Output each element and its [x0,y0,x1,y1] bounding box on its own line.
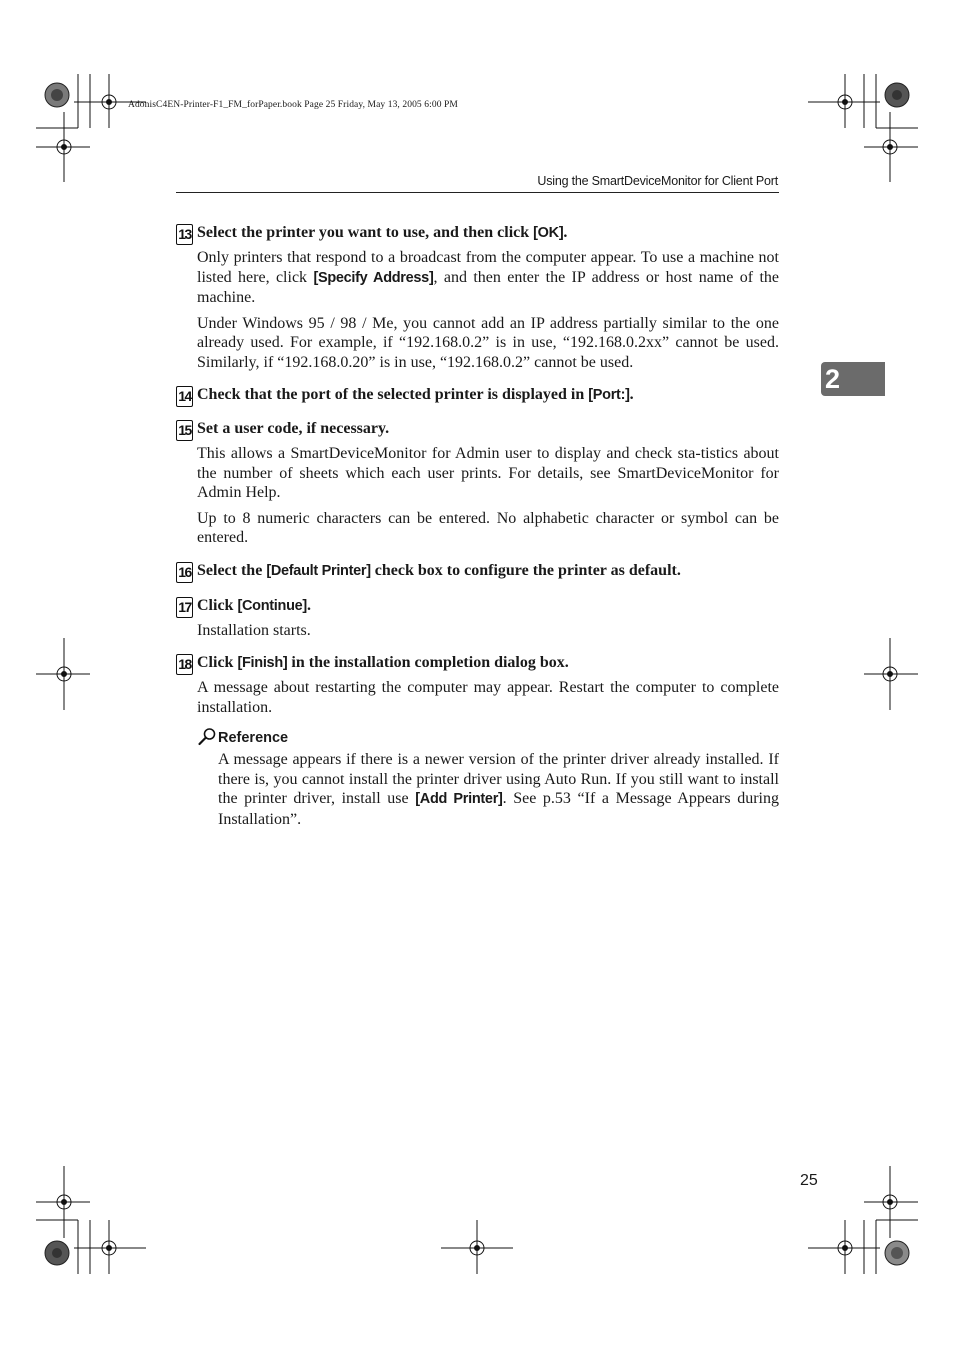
step-17 [176,595,779,641]
step-title-text: Set a user code, if necessary. [197,420,390,437]
step-heading [176,222,779,244]
paragraph: Installation starts. [197,621,311,639]
step-title-text: Select the [197,561,267,579]
page-number: 25 [800,1172,818,1189]
main-content [176,218,779,829]
step-16 [176,560,779,582]
reference-text-start: A message appears if there is a newer version of the printer driver already installed. If there is, you cannot install the printer driver using Auto Run. If you still want to install the printer driver, install use [218,751,779,807]
step-title-text: Select the printer you want to use, and then click [197,224,534,241]
paragraph: A message about restarting the computer may appear. Restart the computer to complete installation. [197,679,779,716]
paragraph-text-end: , and then enter the IP address or host name of the machine. [197,268,779,306]
ui-label-default-printer: [Default Printer] [266,562,371,579]
ui-label-finish: [Finish] [237,655,288,671]
step-title-end: . [563,224,568,241]
ui-label-ok: [OK] [533,225,564,241]
book-filename: AdonisC4EN-Printer-F1_FM_forPaper.book Page 25 Friday, May 13, 2005 6:00 PM [128,100,458,110]
ui-label-port: [Port:] [588,387,630,403]
step-title-text: Click [197,596,238,614]
step-heading [176,418,779,440]
paragraph: Under Windows 95 / 98 / Me, you cannot add an IP address partially similar to the one already used. For example, if “192.168.0.2” is in use, “192.168.0.2xx” cannot be used. Similarly, if “192.168.0.20” is in use, “192.168.0.2” cannot be used. [197,314,779,371]
step-15 [176,418,779,548]
ui-label-continue: [Continue] [237,597,307,614]
step-heading [176,652,779,674]
step-13 [176,222,779,372]
step-18 [176,652,779,717]
step-number-badge: 13 [176,224,193,245]
paragraph: Up to 8 numeric characters can be entered. No alphabetic character or symbol can be entered. [197,509,779,546]
reference-heading [197,727,779,749]
step-number-badge: 16 [176,562,193,583]
step-number-badge: 17 [176,597,193,618]
chapter-tab [821,362,885,396]
reference-label: Reference [218,730,289,746]
chapter-number: 2 [825,364,841,394]
step-number-badge: 15 [176,420,193,441]
ui-label-add-printer: [Add Printer] [415,791,503,807]
step-title-text: Check that the port of the selected printer is displayed in [197,386,589,403]
magnifier-icon [197,727,217,747]
running-head: Using the SmartDeviceMonitor for Client Port [537,174,778,188]
step-heading [176,560,779,582]
reference-text-end: . See p.53 “If a Message Appears during Installation”. [218,790,779,828]
step-title-text: Click [197,654,238,671]
paragraph [197,248,779,308]
header-rule [176,192,779,193]
step-14 [176,384,779,406]
step-title-end: . [306,596,311,614]
step-title-end: check box to configure the printer as default. [370,561,681,579]
step-title-end: . [629,386,634,403]
ui-label-specify-address: [Specify Address] [313,269,434,286]
paragraph-text: Only printers that respond to a broadcast from the computer appear. To use a machine not listed here, click [197,249,779,286]
reference-text [218,750,779,829]
step-heading [176,384,779,406]
step-heading [176,595,779,617]
step-number-badge: 18 [176,654,193,675]
paragraph: This allows a SmartDeviceMonitor for Admin user to display and check sta-tistics about the number of sheets which each user prints. For details, see SmartDeviceMonitor for Admin Help. [197,445,779,501]
step-title-end: in the installation completion dialog box. [287,654,569,671]
step-number-badge: 14 [176,386,193,407]
